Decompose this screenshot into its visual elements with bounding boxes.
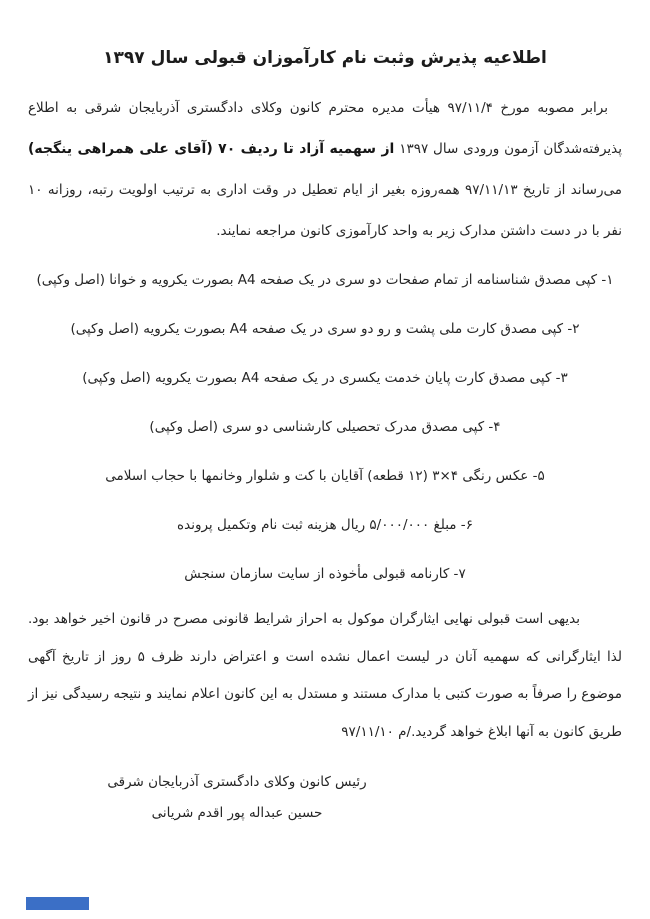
page-title: اطلاعیه پذیرش وثبت نام کارآموزان قبولی سال ۱۳۹۷ (103, 48, 547, 68)
intro-text-start: برابر مصوبه مورخ ۹۷/۱۱/۴ هیأت مدیره محترم کانون وکلای دادگستری آذربایجان شرقی به اطلاع پذیرفته‌شدگان آزمون ورودی سال ۱۳۹۷ (28, 100, 623, 157)
list-item-7: ۷- کارنامه قبولی مأخوذه از سایت سازمان سنجش (184, 566, 466, 582)
blue-accent-bar (26, 897, 89, 910)
signature-title: رئیس کانون وکلای دادگستری آذربایجان شرقی (107, 774, 367, 790)
list-item-5: ۵- عکس رنگی ۴×۳ (۱۲ قطعه) آقایان با کت و شلوار وخانمها با حجاب اسلامی (105, 468, 545, 484)
list-item-1: ۱- کپی مصدق شناسنامه از تمام صفحات دو سری در یک صفحه A4 بصورت یکرویه و خوانا (اصل وکپی) (36, 272, 614, 288)
list-item-2: ۲- کپی مصدق کارت ملی پشت و رو دو سری در یک صفحه A4 بصورت یکرویه (اصل وکپی) (70, 321, 580, 337)
list-item-3: ۳- کپی مصدق کارت پایان خدمت یکسری در یک صفحه A4 بصورت یکرویه (اصل وکپی) (82, 370, 568, 386)
list-item-4: ۴- کپی مصدق مدرک تحصیلی کارشناسی دو سری (اصل وکپی) (149, 419, 501, 435)
signature-block (77, 767, 397, 829)
list-item-6: ۶- مبلغ ۵/۰۰۰/۰۰۰ ریال هزینه ثبت نام وتکمیل پرونده (177, 517, 473, 533)
intro-text-end: می‌رساند از تاریخ ۹۷/۱۱/۱۳ همه‌روزه بغیر از ایام تعطیل در وقت اداری به ترتیب اولویت رتبه، روزانه ۱۰ نفر با در دست داشتن مدارک زیر به واحد کارآموزی کانون مراجعه نمایند. (28, 182, 622, 239)
intro-bold-quota-text: از سهمیه آزاد تا ردیف ۷۰ (آقای علی همراهی ینگجه) (28, 141, 395, 157)
closing-paragraph: بدیهی است قبولی نهایی ایثارگران موکول به احراز شرایط قانونی مصرح در قانون اخیر خواهد بود. لذا ایثارگرانی که سهمیه آنان در لیست اعمال نشده است و اعتراض دارند ظرف ۵ روز از تاریخ آگهی موضوع را صرفاً به صورت کتبی با مدارک مستند و مستدل به این کانون اعلام نمایند و نتیجه رسیدگی نیز از طریق کانون به آنها ابلاغ خواهد گردید./م ۹۷/۱۱/۱۰ (28, 611, 622, 740)
intro-paragraph (28, 88, 622, 252)
required-documents-list (28, 256, 622, 599)
signature-name: حسین عبداله پور اقدم شریانی (151, 805, 323, 821)
